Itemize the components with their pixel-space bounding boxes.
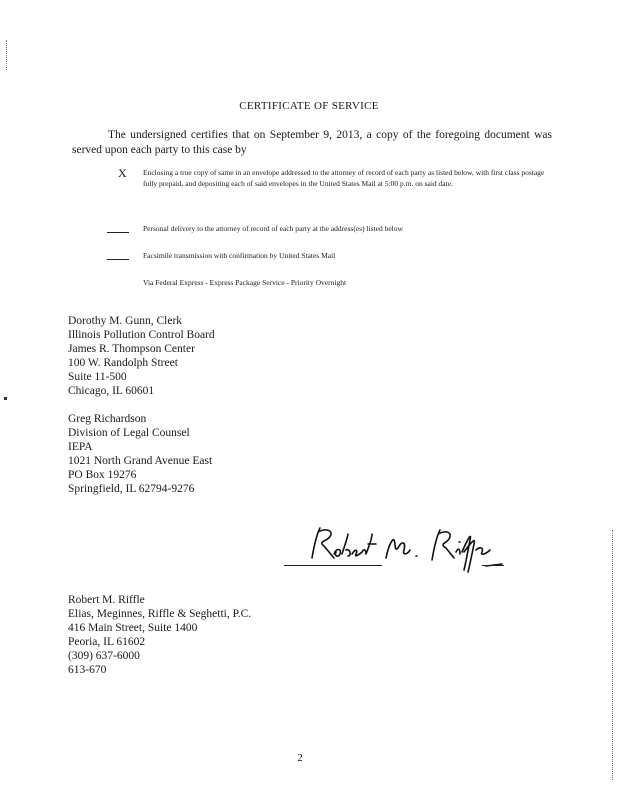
address-line: 613-670	[68, 664, 107, 676]
address-line: 100 W. Randolph Street	[68, 357, 178, 369]
page-number: 2	[297, 752, 303, 764]
address-line: PO Box 19276	[68, 469, 137, 481]
scan-edge-mark	[612, 530, 614, 780]
option-text-mail: Enclosing a true copy of same in an envelope addressed to the attorney of record of each party as listed below, with first class postage fully prepaid, and depositing each of said envelopes in the United States Mail at 5:00 p.m. on said date.	[143, 168, 545, 188]
recipient-address-iepa	[68, 412, 212, 496]
signature-image	[290, 518, 515, 578]
option-mark-mail: X	[118, 166, 127, 180]
option-blank-fax	[107, 259, 129, 260]
option-text-fedex: Via Federal Express - Express Package Service - Priority Overnight	[143, 278, 347, 287]
address-line: Greg Richardson	[68, 413, 147, 425]
address-line: James R. Thompson Center	[68, 343, 195, 355]
scan-edge-mark	[6, 40, 8, 70]
certificate-title: CERTIFICATE OF SERVICE	[239, 100, 379, 112]
address-line: IEPA	[68, 441, 93, 453]
address-line: Peoria, IL 61602	[68, 636, 146, 648]
address-line: Robert M. Riffle	[68, 594, 145, 606]
address-line: Suite 11-500	[68, 371, 127, 383]
address-line: 1021 North Grand Avenue East	[68, 455, 213, 467]
signature-line	[284, 565, 382, 566]
scan-dot	[4, 397, 7, 400]
address-line: 416 Main Street, Suite 1400	[68, 622, 198, 634]
option-text-personal: Personal delivery to the attorney of record of each party at the address(es) listed below	[143, 224, 403, 233]
address-line: (309) 637-6000	[68, 650, 140, 662]
intro-paragraph: The undersigned certifies that on September 9, 2013, a copy of the foregoing document was served upon each party to this case by	[72, 129, 552, 156]
signature-line-end	[482, 565, 504, 566]
address-line: Chicago, IL 60601	[68, 385, 155, 397]
address-line: Elias, Meginnes, Riffle & Seghetti, P.C.	[68, 608, 252, 620]
recipient-address-clerk	[68, 314, 215, 398]
address-line: Springfield, IL 62794-9276	[68, 483, 195, 495]
sender-address	[68, 593, 251, 677]
option-text-fax: Facsimile transmission with confirmation by United States Mail	[143, 251, 336, 260]
option-blank-personal	[107, 232, 129, 233]
address-line: Dorothy M. Gunn, Clerk	[68, 315, 183, 327]
address-line: Illinois Pollution Control Board	[68, 329, 215, 341]
address-line: Division of Legal Counsel	[68, 427, 190, 439]
